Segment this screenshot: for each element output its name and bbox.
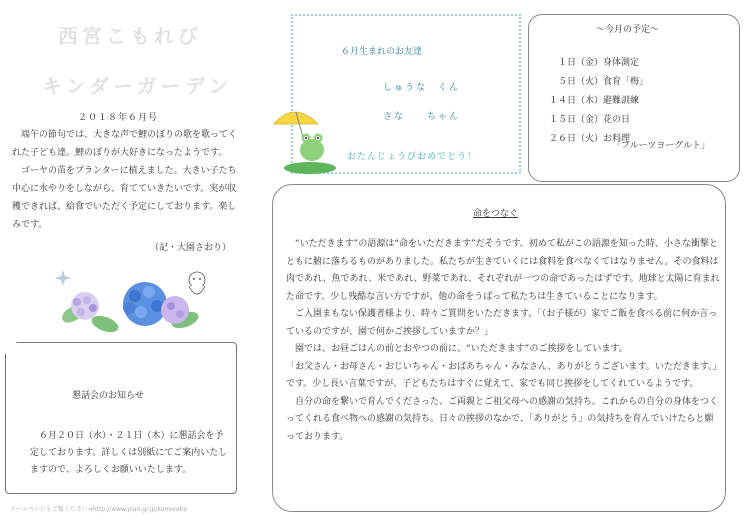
article-paragraph: ご入園まもない保護者様より、時々ご質問をいただきます。「（お子様が）家でご飯を食べる前に何か言っているのですが、園で何かご挨拶していますか？」	[286, 309, 718, 337]
lilac-hydrangea-icon	[161, 296, 189, 324]
intro-text	[12, 126, 242, 234]
schedule-event: 避難訓練	[603, 96, 640, 106]
birthday-message: おたんじょうびおめでとう！	[347, 152, 478, 162]
notice-text: ６月２０日（水）・２１日（木）に懇話会を予定しております。詳しくは別紙にてご案内いたしますので、よろしくお願いいたします。	[30, 431, 228, 475]
schedule-item	[543, 111, 648, 130]
blue-hydrangea-icon	[123, 282, 167, 326]
schedule-item	[543, 73, 648, 92]
birthday-name: さな ちゃん	[383, 112, 461, 122]
article-body	[286, 236, 722, 446]
notice-body	[30, 428, 230, 479]
newsletter-title-line1: 西宮こもれび	[58, 24, 202, 48]
schedule-list	[543, 54, 648, 149]
intro-paragraph: ゴーヤの苗をプランターに植えました。大きい子たち中心に水やりをしながら、育てていきたいです。実が収穫できれば、給食でいただく予定にしております。楽しみです。	[12, 166, 237, 230]
schedule-event: 身体測定	[603, 58, 640, 68]
schedule-event: 食育「梅」	[603, 77, 649, 87]
schedule-date: １日（金）	[557, 58, 603, 68]
teru-teru-bozu-icon	[189, 272, 205, 294]
schedule-item	[543, 92, 648, 111]
schedule-date: ２６日（火）	[548, 134, 603, 144]
schedule-date: １５日（金）	[548, 115, 603, 125]
birthday-name: しゅうな くん	[383, 83, 461, 93]
frog-icon	[300, 134, 324, 162]
schedule-date: ５日（火）	[557, 77, 603, 87]
newsletter-title-line2: キンダーガーデン	[42, 74, 233, 98]
birthday-title: ６月生まれのお友達	[341, 47, 423, 57]
notice-title: 懇話会のお知らせ	[72, 391, 144, 401]
purple-hydrangea-icon	[71, 292, 99, 320]
article-paragraph: “いただきます”の語源は“命をいただきます”だそうです。初めて私がこの語源を知った時、小さな衝撃とともに腑に落ちるものがありました。私たちが生きていくには食料を食べなくてはなりません。その食料は肉であれ、魚であれ、米であれ、野菜であれ、それぞれが一つの命であったはずです。地球と太陽に育まれた命です。少し残酷な言い方ですが、他の命をうばって私たちは生きていることになります。	[286, 239, 720, 302]
issue-date: ２０１８年６月号	[78, 113, 159, 123]
schedule-item	[543, 54, 648, 73]
signature: （記・大園さおり）	[150, 243, 232, 253]
hydrangea-illustration	[55, 262, 215, 342]
intro-paragraph: 端午の節句では、大きな声で鯉のぼりの歌を歌ってくれた子ども達。鯉のぼりが大好きになったようです。	[12, 130, 238, 158]
article-paragraph: 園では、お昼ごはんの前とおやつの前に、“いただきます”のご挨拶をしています。	[295, 344, 628, 354]
sparkle-icon	[55, 270, 71, 286]
article-paragraph: 自分の命を繋いで育んでくださった、ご両親とご祖父母への感謝の気持ち。これからの自分の身体をつくってくれる食べ物への感謝の気持ち。日々の挨拶のなかで、「ありがとう」の気持ちを育んでいけたらと願っております。	[286, 396, 719, 442]
schedule-note: 「フルーツヨーグルト」	[612, 141, 711, 151]
schedule-date: １４日（木）	[548, 96, 603, 106]
article-paragraph: 「お父さん・お母さん・おじいちゃん・おばあちゃん・みなさん、ありがとうございます。いただきます。」です。少し長い言葉ですが、子どもたちはすぐに覚えて、家でも同じ挨拶をしてくれているようです。	[286, 361, 722, 389]
frog-umbrella-illustration	[270, 104, 340, 176]
schedule-title: ～今月の予定～	[596, 25, 660, 35]
lily-pad-icon	[284, 162, 336, 174]
schedule-event: お料理	[603, 134, 631, 144]
schedule-event: 花の日	[603, 115, 631, 125]
homepage-link[interactable]: ホームページもご覧ください⇒http://www.plan.gr.jp/komorebi/	[10, 506, 188, 513]
article-title: 命をつなぐ	[473, 209, 519, 219]
